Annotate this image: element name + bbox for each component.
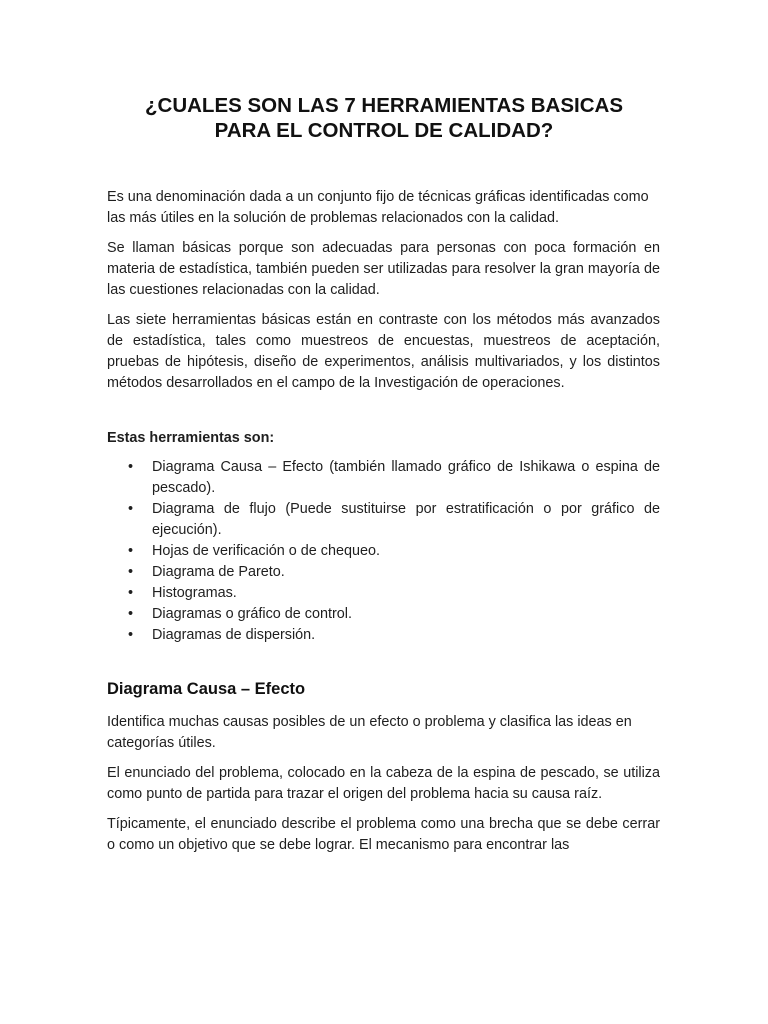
bullet-icon: •	[128, 564, 134, 580]
bullet-icon: •	[128, 543, 134, 559]
list-item	[107, 499, 660, 541]
list-item-text: Diagrama de flujo (Puede sustituirse por estratificación o por gráfico de ejecución).	[152, 501, 660, 538]
bullet-icon: •	[128, 606, 134, 622]
list-item	[107, 541, 660, 562]
title-line-1: ¿CUALES SON LAS 7 HERRAMIENTAS BASICAS	[145, 94, 623, 117]
list-item-text: Histogramas.	[152, 585, 237, 601]
intro-paragraph-2: Se llaman básicas porque son adecuadas para personas con poca formación en materia de estadística, también pueden ser utilizadas para resolver la gran mayoría de las cuestiones relacionadas con la calidad.	[107, 240, 660, 298]
intro-paragraph-3: Las siete herramientas básicas están en contraste con los métodos más avanzados de estadística, tales como muestreos de encuestas, muestreos de aceptación, pruebas de hipótesis, diseño de experimentos, análisis multivariados, y los distintos métodos desarrollados en el campo de la Investigación de operaciones.	[107, 312, 660, 391]
bullet-icon: •	[128, 459, 134, 475]
section-paragraph-2: El enunciado del problema, colocado en la cabeza de la espina de pescado, se utiliza como punto de partida para trazar el origen del problema hacia su causa raíz.	[107, 765, 660, 802]
list-item-text: Diagrama de Pareto.	[152, 564, 285, 580]
list-item-text: Hojas de verificación o de chequeo.	[152, 543, 380, 559]
list-item	[107, 457, 660, 499]
bullet-icon: •	[128, 501, 134, 517]
intro-paragraph-1: Es una denominación dada a un conjunto fijo de técnicas gráficas identificadas como las más útiles en la solución de problemas relacionados con la calidad.	[107, 189, 649, 226]
title-line-2: PARA EL CONTROL DE CALIDAD?	[214, 119, 554, 142]
document-body	[107, 187, 660, 865]
page-title	[100, 93, 668, 143]
list-item-text: Diagramas de dispersión.	[152, 627, 316, 643]
list-item	[107, 604, 660, 625]
section-heading: Diagrama Causa – Efecto	[107, 680, 306, 698]
tools-list	[107, 457, 660, 646]
section-paragraph-3: Típicamente, el enunciado describe el problema como una brecha que se debe cerrar o como un objetivo que se debe lograr. El mecanismo para encontrar las	[107, 816, 660, 853]
section-paragraph-1: Identifica muchas causas posibles de un efecto o problema y clasifica las ideas en categorías útiles.	[107, 714, 632, 751]
list-item-text: Diagrama Causa – Efecto (también llamado gráfico de Ishikawa o espina de pescado).	[152, 459, 660, 496]
list-item	[107, 625, 660, 646]
list-item	[107, 562, 660, 583]
tools-heading: Estas herramientas son:	[107, 430, 275, 446]
bullet-icon: •	[128, 627, 134, 643]
list-item	[107, 583, 660, 604]
list-item-text: Diagramas o gráfico de control.	[152, 606, 352, 622]
bullet-icon: •	[128, 585, 134, 601]
